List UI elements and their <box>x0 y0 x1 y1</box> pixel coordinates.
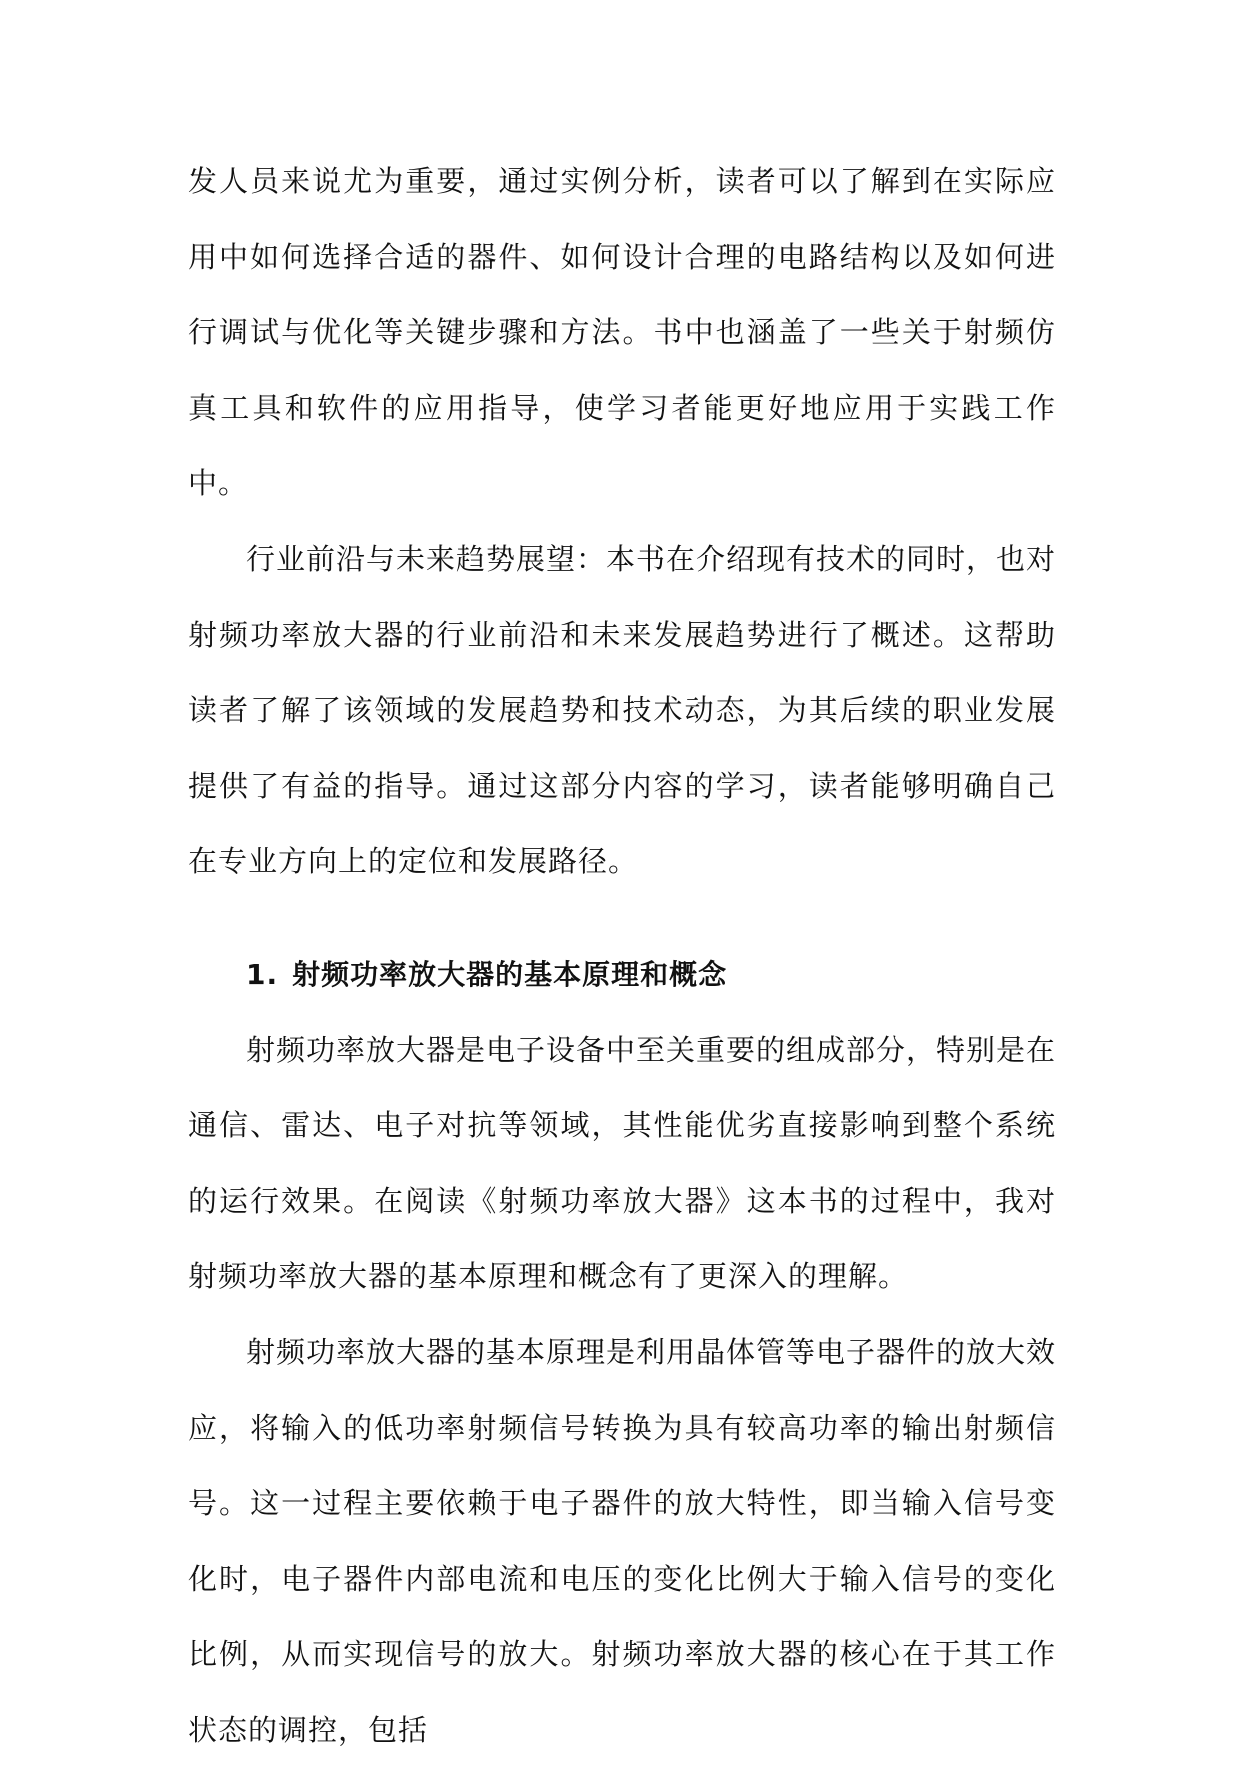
document-body <box>188 144 1056 1768</box>
paragraph-basic-principle: 射频功率放大器的基本原理是利用晶体管等电子器件的放大效应，将输入的低功率射频信号转换为具有较高功率的输出射频信号。这一过程主要依赖于电子器件的放大特性，即当输入信号变化时，电子器件内部电流和电压的变化比例大于输入信号的变化比例，从而实现信号的放大。射频功率放大器的核心在于其工作状态的调控，包括 <box>188 1334 1057 1747</box>
section-number: 1. <box>246 957 279 991</box>
section-heading <box>188 937 1056 1013</box>
paragraph-continued: 发人员来说尤为重要，通过实例分析，读者可以了解到在实际应用中如何选择合适的器件、如何设计合理的电路结构以及如何进行调试与优化等关键步骤和方法。书中也涵盖了一些关于射频仿真工具和软件的应用指导，使学习者能更好地应用于实践工作中。 <box>188 164 1056 501</box>
paragraph-importance: 射频功率放大器是电子设备中至关重要的组成部分，特别是在通信、雷达、电子对抗等领域，其性能优劣直接影响到整个系统的运行效果。在阅读《射频功率放大器》这本书的过程中，我对射频功率放大器的基本原理和概念有了更深入的理解。 <box>188 1032 1057 1294</box>
section-title: 射频功率放大器的基本原理和概念 <box>292 957 728 991</box>
paragraph-industry-outlook: 行业前沿与未来趋势展望：本书在介绍现有技术的同时，也对射频功率放大器的行业前沿和未来发展趋势进行了概述。这帮助读者了解了该领域的发展趋势和技术动态，为其后续的职业发展提供了有益的指导。通过这部分内容的学习，读者能够明确自己在专业方向上的定位和发展路径。 <box>188 541 1057 879</box>
